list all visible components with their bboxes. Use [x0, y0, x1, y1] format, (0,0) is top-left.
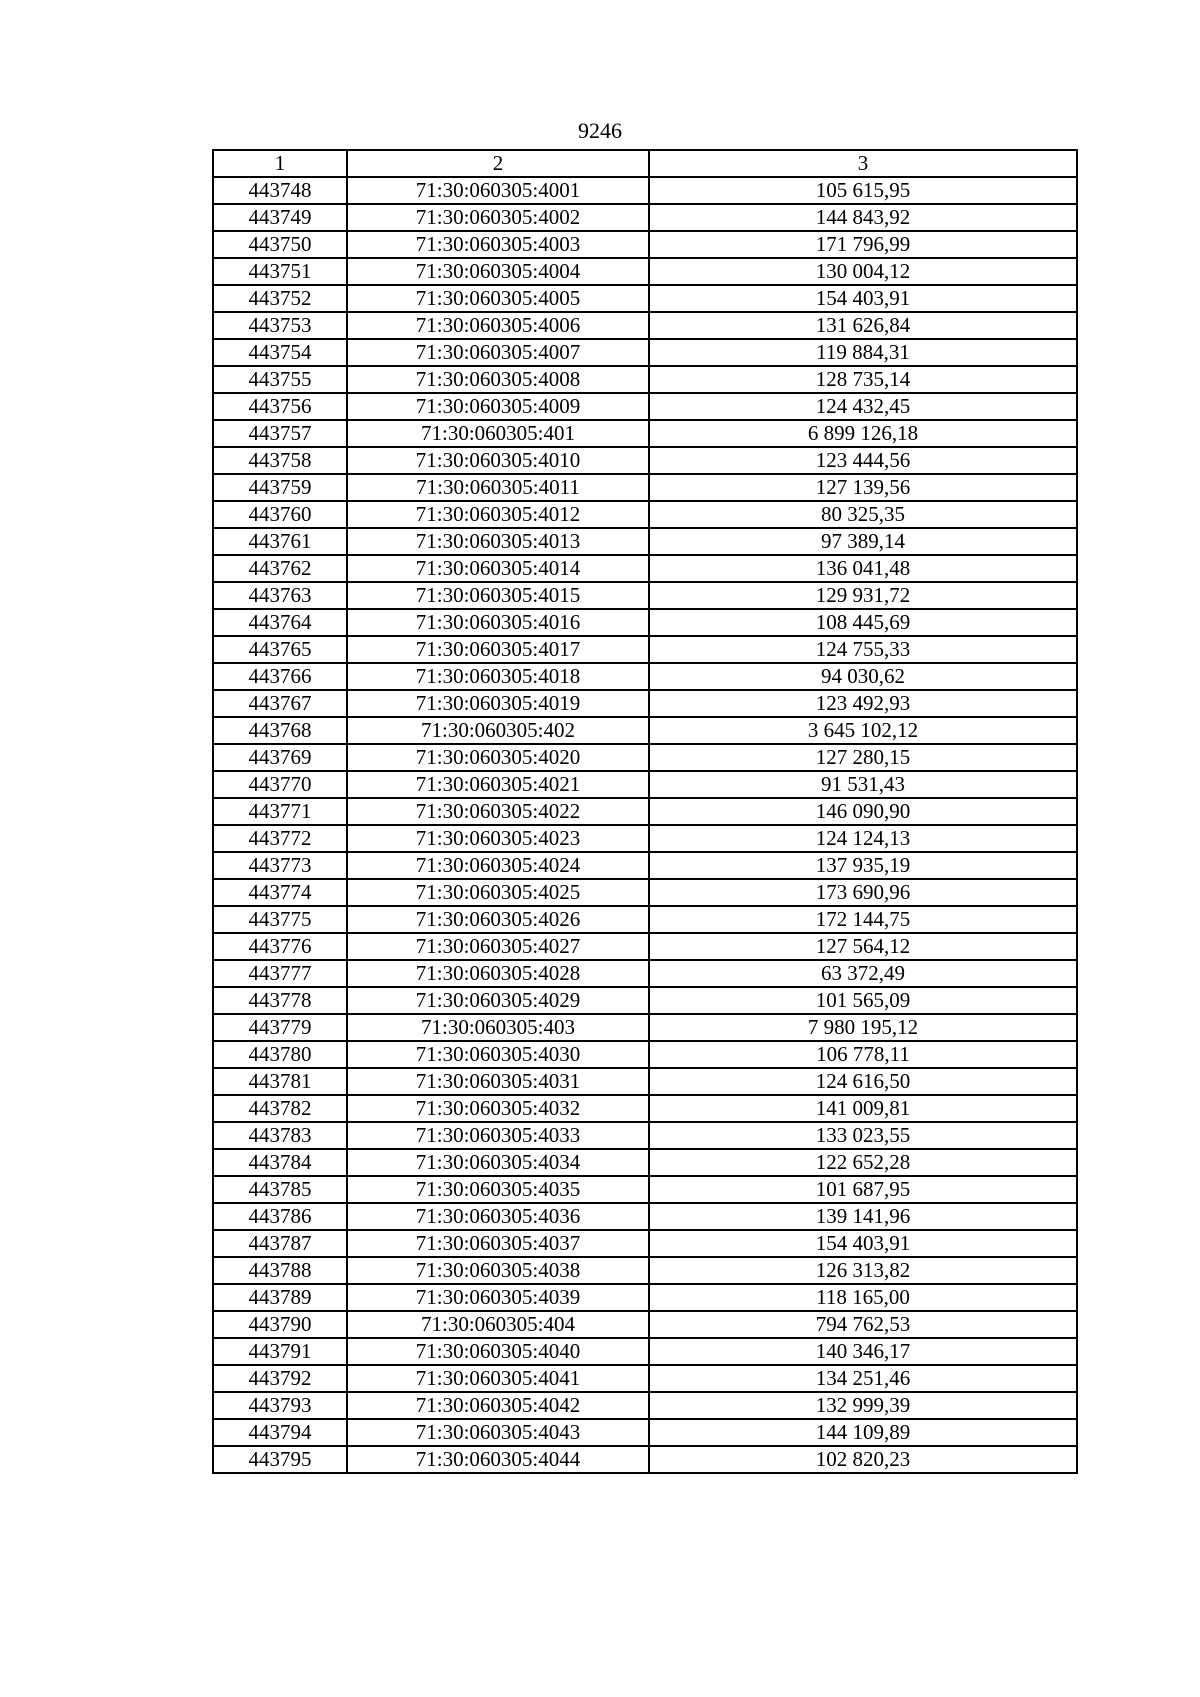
cadastral-number-cell: 71:30:060305:4041 [347, 1365, 649, 1392]
value-cell: 172 144,75 [649, 906, 1077, 933]
row-number-cell: 443756 [213, 393, 347, 420]
row-number-cell: 443764 [213, 609, 347, 636]
value-cell: 123 492,93 [649, 690, 1077, 717]
value-cell: 101 565,09 [649, 987, 1077, 1014]
row-number-cell: 443760 [213, 501, 347, 528]
table-row [213, 366, 1077, 393]
value-cell: 146 090,90 [649, 798, 1077, 825]
table-row [213, 1095, 1077, 1122]
row-number-cell: 443767 [213, 690, 347, 717]
row-number-cell: 443765 [213, 636, 347, 663]
data-table-container [212, 149, 1076, 1474]
table-row [213, 825, 1077, 852]
row-number-cell: 443791 [213, 1338, 347, 1365]
row-number-cell: 443784 [213, 1149, 347, 1176]
row-number-cell: 443788 [213, 1257, 347, 1284]
cadastral-number-cell: 71:30:060305:4034 [347, 1149, 649, 1176]
row-number-cell: 443787 [213, 1230, 347, 1257]
table-row [213, 636, 1077, 663]
table-row [213, 771, 1077, 798]
row-number-cell: 443755 [213, 366, 347, 393]
table-row [213, 906, 1077, 933]
value-cell: 119 884,31 [649, 339, 1077, 366]
table-row [213, 1311, 1077, 1338]
cadastral-number-cell: 71:30:060305:4028 [347, 960, 649, 987]
cadastral-number-cell: 71:30:060305:4010 [347, 447, 649, 474]
table-row [213, 231, 1077, 258]
cadastral-number-cell: 71:30:060305:4031 [347, 1068, 649, 1095]
row-number-cell: 443768 [213, 717, 347, 744]
value-cell: 139 141,96 [649, 1203, 1077, 1230]
page-number: 9246 [578, 118, 622, 143]
table-row [213, 312, 1077, 339]
value-cell: 144 109,89 [649, 1419, 1077, 1446]
table-row [213, 690, 1077, 717]
value-cell: 63 372,49 [649, 960, 1077, 987]
table-row [213, 1284, 1077, 1311]
table-row [213, 1041, 1077, 1068]
table-row [213, 717, 1077, 744]
row-number-cell: 443749 [213, 204, 347, 231]
table-row [213, 1419, 1077, 1446]
row-number-cell: 443748 [213, 177, 347, 204]
table-row [213, 1122, 1077, 1149]
value-cell: 140 346,17 [649, 1338, 1077, 1365]
value-cell: 124 755,33 [649, 636, 1077, 663]
cadastral-number-cell: 71:30:060305:4007 [347, 339, 649, 366]
column-header-3: 3 [649, 150, 1077, 177]
value-cell: 144 843,92 [649, 204, 1077, 231]
table-row [213, 987, 1077, 1014]
cadastral-number-cell: 71:30:060305:4016 [347, 609, 649, 636]
value-cell: 127 564,12 [649, 933, 1077, 960]
row-number-cell: 443774 [213, 879, 347, 906]
table-row [213, 555, 1077, 582]
value-cell: 108 445,69 [649, 609, 1077, 636]
cadastral-number-cell: 71:30:060305:4043 [347, 1419, 649, 1446]
data-table [212, 149, 1078, 1474]
row-number-cell: 443771 [213, 798, 347, 825]
cadastral-number-cell: 71:30:060305:4019 [347, 690, 649, 717]
cadastral-number-cell: 71:30:060305:4020 [347, 744, 649, 771]
cadastral-number-cell: 71:30:060305:4006 [347, 312, 649, 339]
table-row [213, 1176, 1077, 1203]
cadastral-number-cell: 71:30:060305:4013 [347, 528, 649, 555]
table-row [213, 447, 1077, 474]
cadastral-number-cell: 71:30:060305:4033 [347, 1122, 649, 1149]
row-number-cell: 443751 [213, 258, 347, 285]
cadastral-number-cell: 71:30:060305:4025 [347, 879, 649, 906]
value-cell: 123 444,56 [649, 447, 1077, 474]
cadastral-number-cell: 71:30:060305:4001 [347, 177, 649, 204]
table-row [213, 933, 1077, 960]
value-cell: 154 403,91 [649, 285, 1077, 312]
row-number-cell: 443758 [213, 447, 347, 474]
table-row [213, 339, 1077, 366]
table-row [213, 798, 1077, 825]
cadastral-number-cell: 71:30:060305:4005 [347, 285, 649, 312]
value-cell: 171 796,99 [649, 231, 1077, 258]
value-cell: 7 980 195,12 [649, 1014, 1077, 1041]
cadastral-number-cell: 71:30:060305:4035 [347, 1176, 649, 1203]
row-number-cell: 443772 [213, 825, 347, 852]
table-row [213, 609, 1077, 636]
row-number-cell: 443783 [213, 1122, 347, 1149]
value-cell: 137 935,19 [649, 852, 1077, 879]
cadastral-number-cell: 71:30:060305:4039 [347, 1284, 649, 1311]
value-cell: 134 251,46 [649, 1365, 1077, 1392]
value-cell: 94 030,62 [649, 663, 1077, 690]
row-number-cell: 443762 [213, 555, 347, 582]
value-cell: 128 735,14 [649, 366, 1077, 393]
cadastral-number-cell: 71:30:060305:4032 [347, 1095, 649, 1122]
table-row [213, 960, 1077, 987]
row-number-cell: 443793 [213, 1392, 347, 1419]
cadastral-number-cell: 71:30:060305:4036 [347, 1203, 649, 1230]
table-row [213, 1365, 1077, 1392]
cadastral-number-cell: 71:30:060305:4027 [347, 933, 649, 960]
value-cell: 133 023,55 [649, 1122, 1077, 1149]
value-cell: 154 403,91 [649, 1230, 1077, 1257]
row-number-cell: 443785 [213, 1176, 347, 1203]
table-row [213, 1068, 1077, 1095]
row-number-cell: 443786 [213, 1203, 347, 1230]
table-row [213, 420, 1077, 447]
row-number-cell: 443766 [213, 663, 347, 690]
value-cell: 127 139,56 [649, 474, 1077, 501]
row-number-cell: 443761 [213, 528, 347, 555]
table-row [213, 744, 1077, 771]
row-number-cell: 443777 [213, 960, 347, 987]
table-header [213, 150, 1077, 177]
cadastral-number-cell: 71:30:060305:4002 [347, 204, 649, 231]
table-row [213, 528, 1077, 555]
row-number-cell: 443781 [213, 1068, 347, 1095]
value-cell: 118 165,00 [649, 1284, 1077, 1311]
value-cell: 6 899 126,18 [649, 420, 1077, 447]
row-number-cell: 443795 [213, 1446, 347, 1473]
row-number-cell: 443752 [213, 285, 347, 312]
cadastral-number-cell: 71:30:060305:4029 [347, 987, 649, 1014]
value-cell: 141 009,81 [649, 1095, 1077, 1122]
cadastral-number-cell: 71:30:060305:4037 [347, 1230, 649, 1257]
value-cell: 106 778,11 [649, 1041, 1077, 1068]
value-cell: 794 762,53 [649, 1311, 1077, 1338]
value-cell: 173 690,96 [649, 879, 1077, 906]
table-header-row [213, 150, 1077, 177]
row-number-cell: 443757 [213, 420, 347, 447]
cadastral-number-cell: 71:30:060305:4004 [347, 258, 649, 285]
cadastral-number-cell: 71:30:060305:4012 [347, 501, 649, 528]
value-cell: 3 645 102,12 [649, 717, 1077, 744]
row-number-cell: 443769 [213, 744, 347, 771]
value-cell: 91 531,43 [649, 771, 1077, 798]
cadastral-number-cell: 71:30:060305:4040 [347, 1338, 649, 1365]
table-row [213, 852, 1077, 879]
value-cell: 124 432,45 [649, 393, 1077, 420]
row-number-cell: 443794 [213, 1419, 347, 1446]
value-cell: 127 280,15 [649, 744, 1077, 771]
cadastral-number-cell: 71:30:060305:402 [347, 717, 649, 744]
value-cell: 126 313,82 [649, 1257, 1077, 1284]
cadastral-number-cell: 71:30:060305:4022 [347, 798, 649, 825]
row-number-cell: 443778 [213, 987, 347, 1014]
value-cell: 122 652,28 [649, 1149, 1077, 1176]
row-number-cell: 443790 [213, 1311, 347, 1338]
table-row [213, 258, 1077, 285]
table-row [213, 1392, 1077, 1419]
cadastral-number-cell: 71:30:060305:4009 [347, 393, 649, 420]
row-number-cell: 443779 [213, 1014, 347, 1041]
cadastral-number-cell: 71:30:060305:404 [347, 1311, 649, 1338]
cadastral-number-cell: 71:30:060305:4015 [347, 582, 649, 609]
row-number-cell: 443775 [213, 906, 347, 933]
row-number-cell: 443792 [213, 1365, 347, 1392]
value-cell: 132 999,39 [649, 1392, 1077, 1419]
value-cell: 80 325,35 [649, 501, 1077, 528]
table-row [213, 1149, 1077, 1176]
cadastral-number-cell: 71:30:060305:4003 [347, 231, 649, 258]
cadastral-number-cell: 71:30:060305:4030 [347, 1041, 649, 1068]
table-row [213, 204, 1077, 231]
table-row [213, 285, 1077, 312]
cadastral-number-cell: 71:30:060305:403 [347, 1014, 649, 1041]
value-cell: 129 931,72 [649, 582, 1077, 609]
value-cell: 130 004,12 [649, 258, 1077, 285]
value-cell: 136 041,48 [649, 555, 1077, 582]
cadastral-number-cell: 71:30:060305:4017 [347, 636, 649, 663]
cadastral-number-cell: 71:30:060305:4044 [347, 1446, 649, 1473]
row-number-cell: 443770 [213, 771, 347, 798]
value-cell: 124 616,50 [649, 1068, 1077, 1095]
cadastral-number-cell: 71:30:060305:4011 [347, 474, 649, 501]
table-row [213, 1203, 1077, 1230]
table-row [213, 1338, 1077, 1365]
table-row [213, 1446, 1077, 1473]
value-cell: 101 687,95 [649, 1176, 1077, 1203]
value-cell: 102 820,23 [649, 1446, 1077, 1473]
cadastral-number-cell: 71:30:060305:4024 [347, 852, 649, 879]
table-row [213, 1257, 1077, 1284]
column-header-2: 2 [347, 150, 649, 177]
table-row [213, 879, 1077, 906]
table-row [213, 177, 1077, 204]
value-cell: 97 389,14 [649, 528, 1077, 555]
cadastral-number-cell: 71:30:060305:4042 [347, 1392, 649, 1419]
row-number-cell: 443782 [213, 1095, 347, 1122]
table-row [213, 393, 1077, 420]
cadastral-number-cell: 71:30:060305:4026 [347, 906, 649, 933]
value-cell: 131 626,84 [649, 312, 1077, 339]
table-body [213, 177, 1077, 1473]
cadastral-number-cell: 71:30:060305:4018 [347, 663, 649, 690]
table-row [213, 501, 1077, 528]
cadastral-number-cell: 71:30:060305:4023 [347, 825, 649, 852]
cadastral-number-cell: 71:30:060305:4021 [347, 771, 649, 798]
row-number-cell: 443750 [213, 231, 347, 258]
table-row [213, 474, 1077, 501]
row-number-cell: 443789 [213, 1284, 347, 1311]
row-number-cell: 443759 [213, 474, 347, 501]
row-number-cell: 443763 [213, 582, 347, 609]
column-header-1: 1 [213, 150, 347, 177]
cadastral-number-cell: 71:30:060305:4014 [347, 555, 649, 582]
table-row [213, 582, 1077, 609]
cadastral-number-cell: 71:30:060305:4038 [347, 1257, 649, 1284]
row-number-cell: 443776 [213, 933, 347, 960]
row-number-cell: 443753 [213, 312, 347, 339]
row-number-cell: 443780 [213, 1041, 347, 1068]
table-row [213, 663, 1077, 690]
table-row [213, 1014, 1077, 1041]
table-row [213, 1230, 1077, 1257]
value-cell: 105 615,95 [649, 177, 1077, 204]
row-number-cell: 443754 [213, 339, 347, 366]
value-cell: 124 124,13 [649, 825, 1077, 852]
row-number-cell: 443773 [213, 852, 347, 879]
cadastral-number-cell: 71:30:060305:401 [347, 420, 649, 447]
cadastral-number-cell: 71:30:060305:4008 [347, 366, 649, 393]
